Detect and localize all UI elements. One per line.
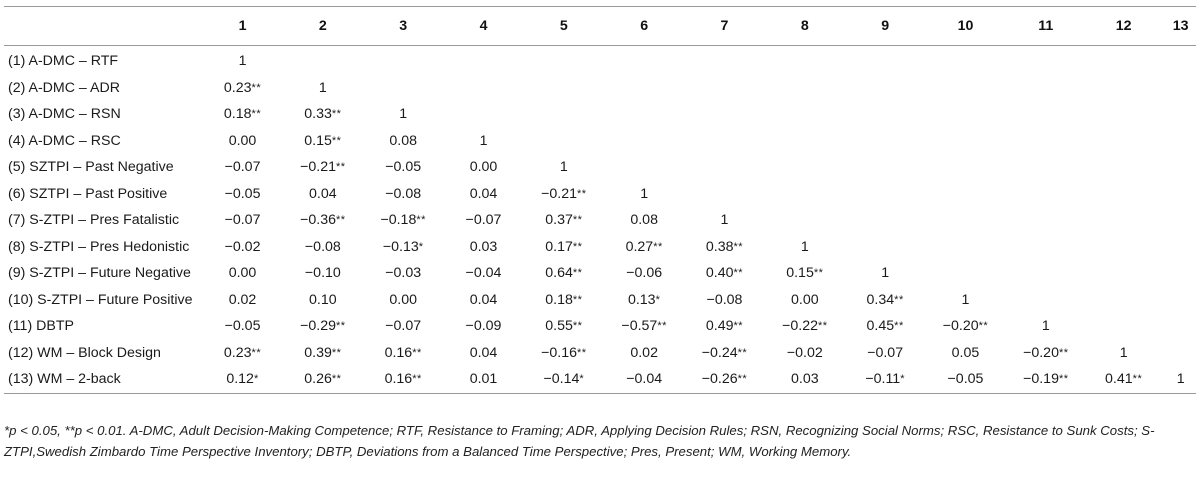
table-row xyxy=(4,207,1196,234)
table-cell xyxy=(202,186,282,202)
cell-value: −0.07 xyxy=(465,212,502,229)
table-cell xyxy=(363,239,443,255)
column-header-9: 9 xyxy=(881,18,890,34)
cell-value: 0.27 xyxy=(625,238,654,255)
table-cell xyxy=(1006,318,1086,334)
cell-value: −0.02 xyxy=(224,238,261,255)
table-cell xyxy=(363,186,443,202)
cell-value: 0.00 xyxy=(791,291,819,308)
cell-value: 0.15 xyxy=(304,132,332,149)
table-row xyxy=(4,260,1196,287)
significance-marker: ** xyxy=(336,214,346,227)
cell-value: −0.05 xyxy=(385,159,422,176)
significance-marker: ** xyxy=(737,373,748,386)
row-label: (10) S-ZTPI – Future Positive xyxy=(8,291,193,308)
cell-value: −0.05 xyxy=(947,371,984,388)
significance-marker: ** xyxy=(251,346,262,359)
cell-value: 0.15 xyxy=(786,265,814,282)
table-body xyxy=(4,48,1196,393)
column-header-2: 2 xyxy=(318,18,327,34)
cell-value: 0.17 xyxy=(545,238,573,255)
cell-value: 0.04 xyxy=(469,291,498,308)
cell-value: 0.16 xyxy=(384,344,413,361)
table-cell xyxy=(202,159,282,175)
cell-value: −0.05 xyxy=(224,185,261,202)
significance-marker: ** xyxy=(813,267,824,280)
column-header-1: 1 xyxy=(238,18,247,34)
cell-value: 1 xyxy=(1119,344,1128,361)
cell-value: −0.22 xyxy=(782,318,818,335)
significance-marker: * xyxy=(418,240,424,253)
significance-marker: ** xyxy=(1058,346,1069,359)
significance-marker: ** xyxy=(251,108,262,121)
significance-marker: ** xyxy=(577,187,587,200)
cell-value: −0.36 xyxy=(300,212,337,229)
significance-marker: ** xyxy=(978,320,989,333)
table-cell xyxy=(202,80,282,96)
cell-value: 1 xyxy=(961,291,970,308)
cell-value: −0.07 xyxy=(224,159,261,176)
row-label: (1) A-DMC – RTF xyxy=(8,53,119,70)
row-label: (9) S-ZTPI – Future Negative xyxy=(8,265,191,282)
table-cell xyxy=(524,265,604,281)
significance-marker: ** xyxy=(657,320,667,333)
significance-marker: ** xyxy=(733,320,744,333)
cell-value: −0.16 xyxy=(541,344,577,361)
cell-value: −0.21 xyxy=(300,159,337,176)
table-cell xyxy=(524,292,604,308)
table-cell xyxy=(202,239,282,255)
significance-marker: ** xyxy=(572,320,583,333)
cell-value: 1 xyxy=(800,238,809,255)
significance-marker: * xyxy=(253,373,259,386)
table-cell xyxy=(363,212,443,228)
table-cell xyxy=(363,318,443,334)
cell-value: −0.19 xyxy=(1023,371,1059,388)
table-cell xyxy=(524,318,604,334)
cell-value: 0.45 xyxy=(866,318,895,335)
cell-value: 0.38 xyxy=(705,238,734,255)
table-row xyxy=(4,287,1196,314)
cell-value: 0.01 xyxy=(469,371,498,388)
significance-marker: ** xyxy=(572,240,583,253)
table-cell xyxy=(684,265,764,281)
table-row xyxy=(4,313,1196,340)
table-cell xyxy=(443,345,523,361)
cell-value: 0.12 xyxy=(226,371,254,388)
significance-marker: ** xyxy=(577,346,587,359)
table-cell xyxy=(524,159,604,175)
table-cell xyxy=(1086,371,1161,387)
table-cell xyxy=(524,239,604,255)
cell-value: −0.26 xyxy=(701,371,738,388)
cell-value: −0.57 xyxy=(621,318,658,335)
table-footnote: *p < 0.05, **p < 0.01. A-DMC, Adult Decision-Making Competence; RTF, Resistance to Framing; ADR, Applying Decision Rules; RSN, Recognizing Social Norms; RSC, Resistance to Sunk Costs; S-ZTPI,Swedish Zimbardo Time Perspective Inventory; DBTP, Deviations from a Balanced Time Perspective; Pres, Present; WM, Working Memory. xyxy=(4,423,1155,459)
table-cell xyxy=(684,292,764,308)
table-cell xyxy=(845,265,925,281)
cell-value: −0.07 xyxy=(385,318,422,335)
significance-marker: ** xyxy=(412,346,422,359)
table-row xyxy=(4,101,1196,128)
table-cell xyxy=(765,292,845,308)
table-cell xyxy=(202,292,282,308)
significance-marker: ** xyxy=(572,267,583,280)
table-cell xyxy=(604,371,684,387)
table-cell xyxy=(765,345,845,361)
cell-value: −0.11 xyxy=(865,371,901,388)
table-cell xyxy=(363,133,443,149)
header-rule xyxy=(4,45,1196,46)
table-cell xyxy=(202,53,282,69)
table-cell xyxy=(283,265,363,281)
cell-value: 1 xyxy=(479,132,488,149)
table-cell xyxy=(604,345,684,361)
row-label: (3) A-DMC – RSN xyxy=(8,106,121,123)
table-cell xyxy=(283,292,363,308)
table-cell xyxy=(443,239,523,255)
cell-value: −0.09 xyxy=(465,318,502,335)
table-cell xyxy=(925,292,1005,308)
cell-value: 1 xyxy=(640,185,649,202)
table-cell xyxy=(765,265,845,281)
table-cell xyxy=(202,212,282,228)
cell-value: 0.18 xyxy=(223,106,252,123)
table-row xyxy=(4,75,1196,102)
table-cell xyxy=(283,345,363,361)
table-cell xyxy=(202,371,282,387)
table-cell xyxy=(925,345,1005,361)
cell-value: 0.41 xyxy=(1105,371,1133,388)
table-cell xyxy=(283,239,363,255)
cell-value: −0.05 xyxy=(224,318,261,335)
cell-value: −0.10 xyxy=(304,265,341,282)
significance-marker: ** xyxy=(733,267,744,280)
cell-value: 0.64 xyxy=(545,265,573,282)
table-row xyxy=(4,366,1196,393)
cell-value: 0.05 xyxy=(951,344,980,361)
row-label: (8) S-ZTPI – Pres Hedonistic xyxy=(8,238,190,255)
column-header-3: 3 xyxy=(399,18,408,34)
table-row xyxy=(4,48,1196,75)
significance-marker: ** xyxy=(1132,373,1143,386)
table-cell xyxy=(202,106,282,122)
cell-value: −0.07 xyxy=(224,212,261,229)
cell-value: 0.13 xyxy=(627,291,656,308)
header-row xyxy=(4,7,1196,45)
table-cell xyxy=(363,159,443,175)
row-label: (7) S-ZTPI – Pres Fatalistic xyxy=(8,212,180,229)
table-cell xyxy=(1086,345,1161,361)
significance-marker: ** xyxy=(331,346,342,359)
cell-value: −0.08 xyxy=(706,291,743,308)
cell-value: 0.39 xyxy=(304,344,332,361)
table-row xyxy=(4,128,1196,155)
table-cell xyxy=(443,265,523,281)
table-cell xyxy=(202,318,282,334)
column-header-13: 13 xyxy=(1172,18,1189,34)
cell-value: 0.10 xyxy=(309,291,337,308)
cell-value: −0.20 xyxy=(942,318,979,335)
cell-value: 0.00 xyxy=(228,265,257,282)
table-cell xyxy=(845,292,925,308)
row-label: (5) SZTPI – Past Negative xyxy=(8,159,174,176)
table-cell xyxy=(283,186,363,202)
significance-marker: ** xyxy=(336,320,346,333)
table-cell xyxy=(765,239,845,255)
cell-value: 1 xyxy=(318,79,327,96)
table-cell xyxy=(363,345,443,361)
table-cell xyxy=(1006,345,1086,361)
cell-value: 1 xyxy=(559,159,568,176)
significance-marker: * xyxy=(579,373,585,386)
cell-value: 0.18 xyxy=(545,291,573,308)
table-cell xyxy=(604,186,684,202)
cell-value: 0.40 xyxy=(705,265,734,282)
column-header-5: 5 xyxy=(559,18,568,34)
cell-value: −0.18 xyxy=(380,212,417,229)
table-cell xyxy=(283,159,363,175)
column-header-6: 6 xyxy=(640,18,649,34)
column-header-7: 7 xyxy=(720,18,729,34)
cell-value: −0.21 xyxy=(541,185,577,202)
table-cell xyxy=(684,345,764,361)
table-cell xyxy=(845,345,925,361)
table-cell xyxy=(524,212,604,228)
table-cell xyxy=(443,186,523,202)
cell-value: −0.14 xyxy=(543,371,580,388)
cell-value: 0.08 xyxy=(630,212,658,229)
table-cell xyxy=(765,318,845,334)
significance-marker: ** xyxy=(653,240,663,253)
column-header-11: 11 xyxy=(1038,18,1054,34)
table-cell xyxy=(202,133,282,149)
correlation-table xyxy=(4,6,1196,394)
cell-value: 0.04 xyxy=(469,185,498,202)
table-cell xyxy=(925,371,1005,387)
table-cell xyxy=(604,318,684,334)
table-cell xyxy=(443,159,523,175)
column-header-12: 12 xyxy=(1115,18,1132,34)
cell-value: 0.03 xyxy=(791,371,819,388)
bottom-rule xyxy=(4,393,1196,394)
cell-value: 0.34 xyxy=(866,291,895,308)
table-row xyxy=(4,154,1196,181)
significance-marker: * xyxy=(900,373,905,386)
cell-value: 0.00 xyxy=(228,132,257,149)
table-cell xyxy=(604,265,684,281)
cell-value: 0.23 xyxy=(223,79,252,96)
table-cell xyxy=(604,292,684,308)
cell-value: −0.08 xyxy=(385,185,422,202)
cell-value: 0.08 xyxy=(389,132,417,149)
cell-value: 1 xyxy=(881,265,890,282)
table-cell xyxy=(845,318,925,334)
table-cell xyxy=(283,371,363,387)
table-row xyxy=(4,234,1196,261)
cell-value: 0.16 xyxy=(384,371,413,388)
significance-marker: ** xyxy=(331,108,342,121)
cell-value: −0.13 xyxy=(382,238,419,255)
significance-marker: * xyxy=(655,293,661,306)
row-label: (4) A-DMC – RSC xyxy=(8,132,121,149)
table-cell xyxy=(1006,371,1086,387)
table-cell xyxy=(684,239,764,255)
table-cell xyxy=(524,371,604,387)
table-row xyxy=(4,181,1196,208)
table-cell xyxy=(363,292,443,308)
cell-value: 0.02 xyxy=(630,344,658,361)
table-cell xyxy=(283,106,363,122)
cell-value: 1 xyxy=(1041,318,1050,335)
table-cell xyxy=(524,186,604,202)
cell-value: 1 xyxy=(720,212,729,229)
significance-marker: ** xyxy=(416,214,426,227)
column-header-4: 4 xyxy=(479,18,488,34)
significance-marker: ** xyxy=(251,81,262,94)
cell-value: 0.02 xyxy=(228,291,257,308)
table-cell xyxy=(443,133,523,149)
table-cell xyxy=(845,371,925,387)
cell-value: 1 xyxy=(238,53,247,70)
table-cell xyxy=(443,318,523,334)
column-header-10: 10 xyxy=(957,18,974,34)
table-cell xyxy=(363,106,443,122)
significance-marker: ** xyxy=(331,373,342,386)
significance-marker: ** xyxy=(572,214,583,227)
table-cell xyxy=(443,371,523,387)
table-row xyxy=(4,340,1196,367)
row-label: (13) WM – 2-back xyxy=(8,371,121,388)
column-header-8: 8 xyxy=(800,18,809,34)
significance-marker: ** xyxy=(733,240,744,253)
cell-value: −0.08 xyxy=(304,238,341,255)
cell-value: 0.49 xyxy=(705,318,734,335)
significance-marker: ** xyxy=(331,134,342,147)
cell-value: −0.24 xyxy=(701,344,738,361)
cell-value: −0.07 xyxy=(867,344,904,361)
significance-marker: ** xyxy=(412,373,422,386)
table-cell xyxy=(283,318,363,334)
table-cell xyxy=(765,371,845,387)
cell-value: −0.20 xyxy=(1023,344,1059,361)
table-cell xyxy=(684,212,764,228)
table-cell xyxy=(604,239,684,255)
table-cell xyxy=(604,212,684,228)
cell-value: −0.29 xyxy=(300,318,337,335)
table-cell xyxy=(202,345,282,361)
table-cell xyxy=(443,292,523,308)
row-label: (2) A-DMC – ADR xyxy=(8,79,120,96)
cell-value: 1 xyxy=(399,106,408,123)
table-cell xyxy=(202,265,282,281)
cell-value: −0.02 xyxy=(786,344,823,361)
table-cell xyxy=(684,318,764,334)
table-cell xyxy=(283,212,363,228)
table-cell xyxy=(524,345,604,361)
cell-value: 0.04 xyxy=(469,344,498,361)
cell-value: 0.03 xyxy=(469,238,498,255)
row-label: (12) WM – Block Design xyxy=(8,344,161,361)
significance-marker: ** xyxy=(737,346,748,359)
table-cell xyxy=(1161,371,1196,387)
cell-value: 1 xyxy=(1176,371,1185,388)
row-label: (11) DBTP xyxy=(8,318,74,335)
cell-value: 0.55 xyxy=(545,318,573,335)
cell-value: 0.23 xyxy=(223,344,252,361)
cell-value: 0.04 xyxy=(309,185,337,202)
table-cell xyxy=(283,80,363,96)
cell-value: 0.26 xyxy=(304,371,332,388)
table-cell xyxy=(283,133,363,149)
significance-marker: ** xyxy=(817,320,828,333)
significance-marker: ** xyxy=(336,161,346,174)
significance-marker: ** xyxy=(894,293,904,306)
cell-value: −0.03 xyxy=(385,265,422,282)
table-cell xyxy=(925,318,1005,334)
cell-value: −0.04 xyxy=(465,265,502,282)
significance-marker: ** xyxy=(572,293,583,306)
cell-value: 0.00 xyxy=(389,291,417,308)
cell-value: 0.37 xyxy=(545,212,573,229)
significance-marker: ** xyxy=(894,320,904,333)
table-cell xyxy=(363,265,443,281)
cell-value: −0.06 xyxy=(626,265,663,282)
cell-value: 0.00 xyxy=(469,159,498,176)
table-cell xyxy=(363,371,443,387)
table-cell xyxy=(684,371,764,387)
table-cell xyxy=(443,212,523,228)
cell-value: 0.33 xyxy=(304,106,332,123)
significance-marker: ** xyxy=(1058,373,1069,386)
cell-value: −0.04 xyxy=(626,371,663,388)
row-label: (6) SZTPI – Past Positive xyxy=(8,185,168,202)
